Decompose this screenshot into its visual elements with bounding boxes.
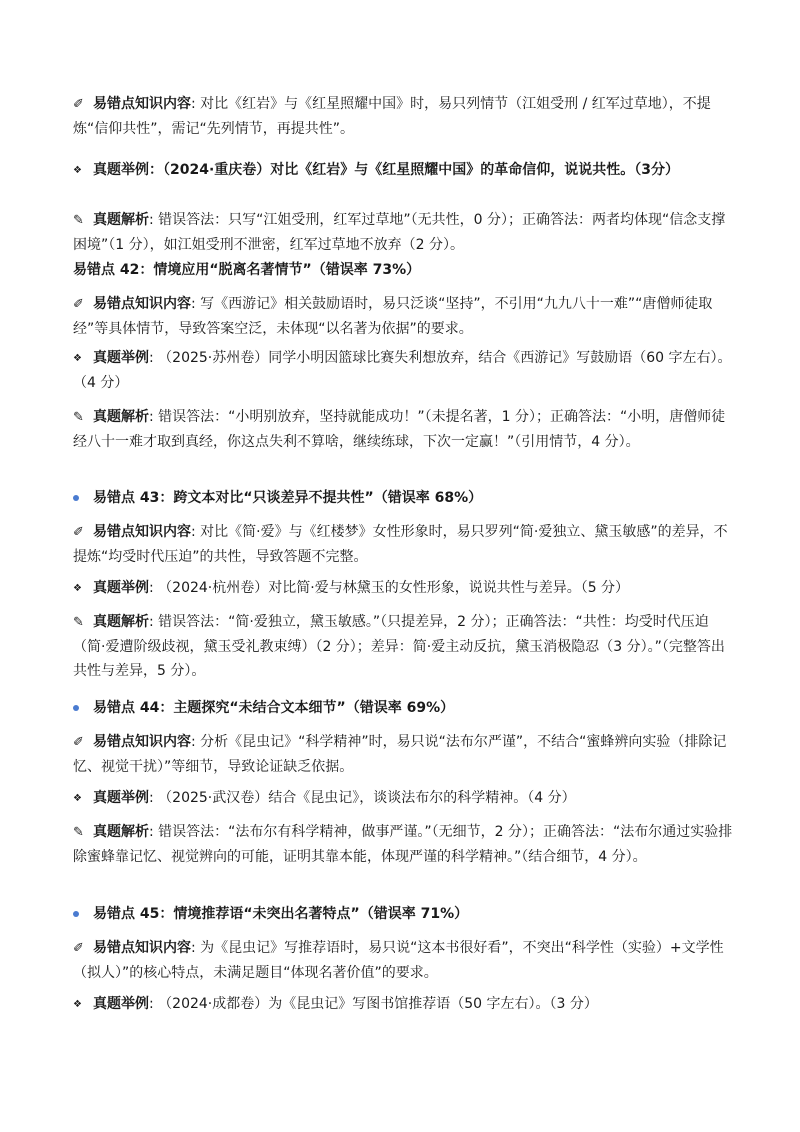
knowledge-paragraph: ✐ 易错点知识内容: 写《西游记》相关鼓励语时，易只泛谈“坚持”，不引用“九九八十一难”“唐僧师徒取经”等具体情节，导致答案空泛，未体现“以名著为依据”的要求。 [73, 292, 733, 341]
pencil-icon: ✐ [73, 97, 84, 112]
pencil-icon: ✐ [73, 297, 84, 312]
diamond-icon: ❖ [73, 165, 82, 176]
analysis-paragraph: ✎ 真题解析: 错误答法：“小明别放弃，坚持就能成功！”（未提名著，1 分）；正确答法：“小明，唐僧师徒经八十一难才取到真经，你这点失利不算啥，继续练球，下次一定赢！”（引用情节，4 分）。 [73, 405, 733, 454]
knowledge-paragraph: ✐ 易错点知识内容: 对比《简·爱》与《红楼梦》女性形象时，易只罗列“简·爱独立、黛玉敏感”的差异，不提炼“均受时代压迫”的共性，导致答题不完整。 [73, 520, 733, 569]
example-paragraph: ❖ 真题举例: （2024·杭州卷）对比简·爱与林黛玉的女性形象，说说共性与差异。（5 分） [73, 576, 733, 601]
analysis-paragraph: ✎ 真题解析: 错误答法：“简·爱独立，黛玉敏感。”（只提差异，2 分）；正确答法：“共性：均受时代压迫（简·爱遭阶级歧视，黛玉受礼教束缚）（2 分）；差异：简·爱主动反抗，黛玉消极隐忍（3 分）。”（完整答出共性与差异，5 分）。 [73, 610, 733, 683]
section-heading: 易错点 45：情境推荐语“未突出名著特点”（错误率 71%） [93, 906, 469, 922]
example-paragraph: ❖ 真题举例: （2024·成都卷）为《昆虫记》写图书馆推荐语（50 字左右）。（3 分） [73, 992, 733, 1017]
diamond-icon: ❖ [73, 793, 82, 804]
pen-icon: ✎ [73, 213, 84, 228]
diamond-icon: ❖ [73, 583, 82, 594]
example-paragraph: ❖ 真题举例: （2025·武汉卷）结合《昆虫记》，谈谈法布尔的科学精神。（4 分） [73, 786, 733, 811]
example-paragraph: ❖ 真题举例: （2025·苏州卷）同学小明因篮球比赛失利想放弃，结合《西游记》写鼓励语（60 字左右）。（4 分） [73, 346, 733, 395]
section-heading: 易错点 44：主题探究“未结合文本细节”（错误率 69%） [93, 700, 455, 716]
pen-icon: ✎ [73, 615, 84, 630]
section-heading: 易错点 42：情境应用“脱离名著情节”（错误率 73%） [73, 262, 421, 278]
bullet-dot-icon [73, 911, 79, 917]
bullet-dot-icon [73, 495, 79, 501]
section-heading: 易错点 43：跨文本对比“只谈差异不提共性”（错误率 68%） [93, 490, 483, 506]
diamond-icon: ❖ [73, 353, 82, 364]
analysis-paragraph: ✎ 真题解析: 错误答法：“法布尔有科学精神，做事严谨。”（无细节，2 分）；正确答法：“法布尔通过实验排除蜜蜂靠记忆、视觉辨向的可能，证明其靠本能，体现严谨的科学精神。”（结合细节，4 分）。 [73, 820, 733, 869]
pen-icon: ✎ [73, 410, 84, 425]
diamond-icon: ❖ [73, 999, 82, 1010]
pen-icon: ✎ [73, 825, 84, 840]
bullet-dot-icon [73, 705, 79, 711]
pencil-icon: ✐ [73, 941, 84, 956]
analysis-paragraph: ✎ 真题解析: 错误答法：只写“江姐受刑，红军过草地”（无共性，0 分）；正确答法：两者均体现“信念支撑困境”（1 分），如江姐受刑不泄密，红军过草地不放弃（2 分）。 [73, 208, 733, 257]
example-paragraph: ❖ 真题举例：（2024·重庆卷）对比《红岩》与《红星照耀中国》的革命信仰，说说共性。（3分） [73, 158, 733, 183]
knowledge-paragraph: ✐ 易错点知识内容: 为《昆虫记》写推荐语时，易只说“这本书很好看”，不突出“科学性（实验）+文学性（拟人）”的核心特点，未满足题目“体现名著价值”的要求。 [73, 936, 733, 985]
pencil-icon: ✐ [73, 735, 84, 750]
knowledge-paragraph: ✐ 易错点知识内容: 对比《红岩》与《红星照耀中国》时，易只列情节（江姐受刑 / 红军过草地），不提炼“信仰共性”，需记“先列情节，再提共性”。 [73, 92, 733, 141]
knowledge-paragraph: ✐ 易错点知识内容: 分析《昆虫记》“科学精神”时，易只说“法布尔严谨”，不结合“蜜蜂辨向实验（排除记忆、视觉干扰）”等细节，导致论证缺乏依据。 [73, 730, 733, 779]
pencil-icon: ✐ [73, 525, 84, 540]
